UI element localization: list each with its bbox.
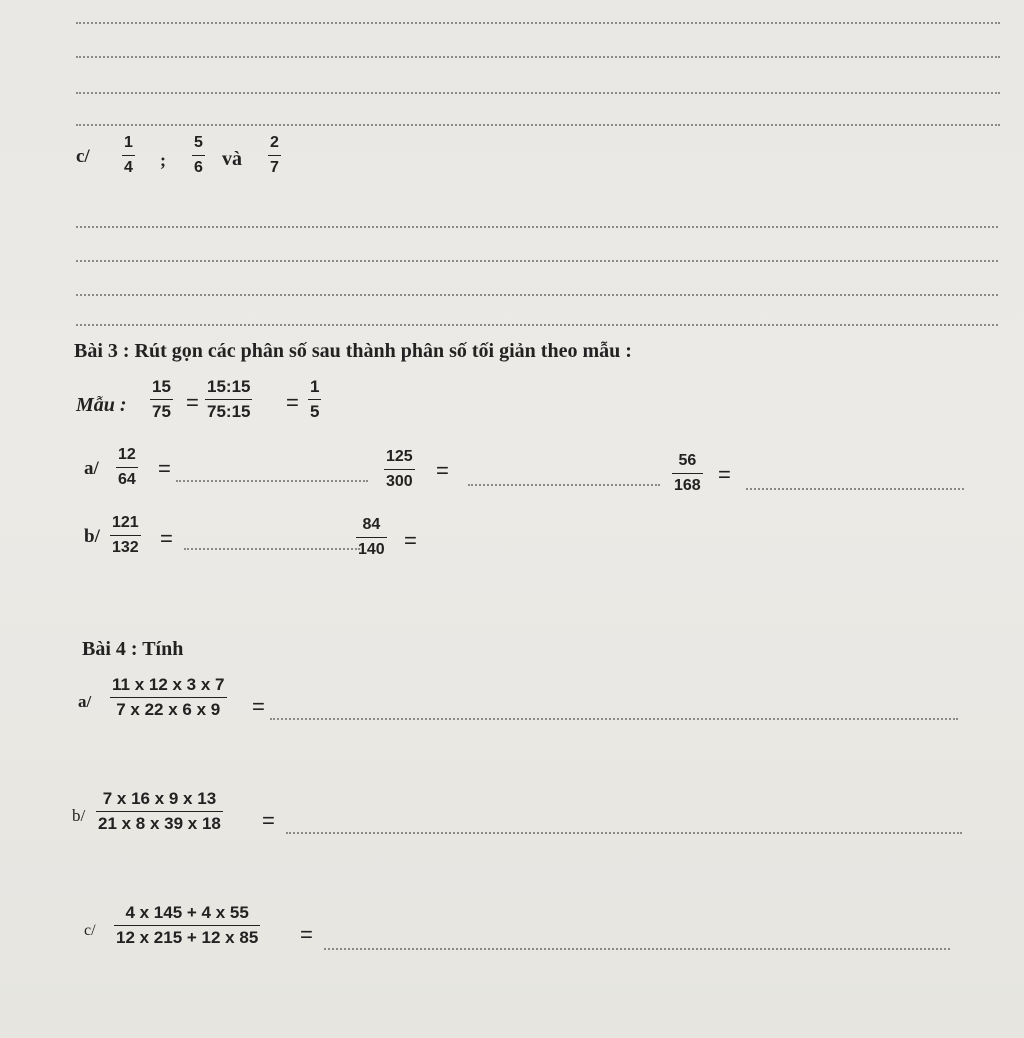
fraction: 84 140 [358,516,385,558]
answer-line [76,260,998,262]
fraction: 5 6 [194,134,203,176]
answer-line [184,548,360,550]
fraction: 125 300 [386,448,413,490]
answer-line [468,484,660,486]
example-fraction: 15 75 [152,377,171,421]
expression-fraction: 4 x 145 + 4 x 55 12 x 215 + 12 x 85 [116,903,259,947]
equals: = [286,390,299,415]
equals: = [300,922,313,947]
equals: = [262,808,275,833]
part-c-label: c/ [76,146,90,167]
exercise-4-heading: Bài 4 : Tính [82,638,184,660]
fraction: 2 7 [270,134,279,176]
example-fraction: 1 5 [310,377,320,421]
exercise-3-heading: Bài 3 : Rút gọn các phân số sau thành phân số tối giản theo mẫu : [74,340,632,362]
answer-line [746,488,964,490]
answer-line [76,226,998,228]
equals: = [160,526,173,551]
part-a-label: a/ [78,692,92,711]
answer-line [270,718,958,720]
answer-line [76,324,998,326]
answer-line [76,22,1000,24]
part-b-label: b/ [72,806,86,825]
part-b-label: b/ [84,526,100,547]
equals: = [718,462,731,487]
answer-line [286,832,962,834]
example-label: Mẫu : [76,394,127,416]
part-a-label: a/ [84,458,99,479]
separator: ; [160,150,166,170]
fraction: 1 4 [124,134,133,176]
fraction: 12 64 [118,446,136,488]
answer-line [76,92,1000,94]
fraction: 121 132 [112,514,139,556]
example-fraction: 15:15 75:15 [207,377,251,421]
equals: = [436,458,449,483]
answer-line [76,294,998,296]
expression-fraction: 11 x 12 x 3 x 7 7 x 22 x 6 x 9 [112,675,225,719]
equals: = [186,390,199,415]
separator: và [222,148,242,170]
answer-line [324,948,950,950]
equals: = [404,528,417,553]
fraction: 56 168 [674,452,701,494]
answer-line [76,56,1000,58]
expression-fraction: 7 x 16 x 9 x 13 21 x 8 x 39 x 18 [98,789,221,833]
answer-line [76,124,1000,126]
part-c-label: c/ [84,922,96,939]
equals: = [158,456,171,481]
answer-line [176,480,368,482]
equals: = [252,694,265,719]
